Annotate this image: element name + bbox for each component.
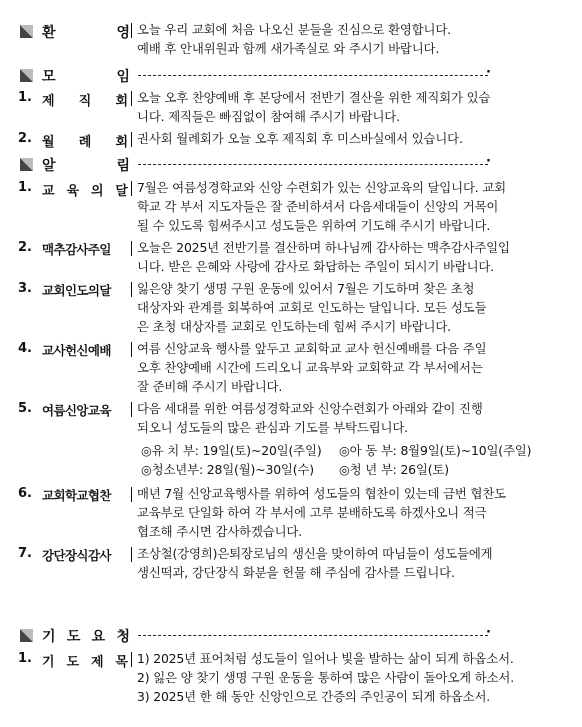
- item-label-char: 회: [115, 94, 128, 109]
- welcome-line: 오늘 우리 교회에 처음 나오신 분들을 진심으로 환영합니다.: [137, 22, 451, 37]
- section-title-char: 기: [42, 629, 56, 645]
- section-divider: [138, 75, 488, 76]
- item-label-char: 목: [115, 655, 128, 670]
- item-separator: [131, 547, 132, 562]
- item-number: 1.: [18, 651, 32, 666]
- item-body-line: 대상자와 관계를 회복하여 교회로 인도하는 달입니다. 모든 성도들: [137, 300, 487, 315]
- item-separator: [131, 132, 132, 147]
- item-label: [42, 651, 128, 670]
- item-body-line: 은 초청 대상자를 교회로 인도하는데 힘써 주시기 바랍니다.: [137, 319, 451, 334]
- item-label-char: 육: [66, 184, 80, 199]
- item-number: 2.: [18, 240, 32, 255]
- item-label-char: 달: [115, 184, 128, 199]
- item-body: [137, 279, 557, 336]
- item-body: [137, 649, 557, 706]
- section-divider: [138, 635, 488, 636]
- section-divider-end: ·: [486, 625, 491, 640]
- item-body-line: 잘 준비해 주시기 바랍니다.: [137, 379, 283, 394]
- item-body-line: 생신떡과, 강단장식 화분을 헌물 해 주심에 감사를 드립니다.: [137, 565, 455, 580]
- item-body: [137, 129, 557, 148]
- schedule-cell: ◎아 동 부: 8월9일(토)~10일(주일): [338, 443, 532, 458]
- item-separator: [131, 487, 132, 502]
- item-separator: [131, 402, 132, 417]
- item-number: 1.: [18, 90, 32, 105]
- section-title-char: 임: [116, 69, 130, 85]
- item-body-line: 오늘 오후 찬양예배 후 본당에서 전반기 결산을 위한 제직회가 있습: [137, 90, 491, 105]
- section-marker-icon: [20, 158, 32, 170]
- section-title-char: 환: [42, 25, 56, 41]
- section-title-char: 모: [42, 69, 56, 85]
- item-separator: [131, 91, 132, 106]
- section-divider-end: ·: [486, 154, 491, 169]
- section-title-char: 영: [116, 25, 130, 41]
- item-body-line: 오후 찬양예배 시간에 드리오니 교육부와 교회학교 각 부서에서는: [137, 360, 483, 375]
- item-body-line: 다음 세대를 위한 여름성경학교와 신앙수련회가 아래와 같이 진행: [137, 401, 483, 416]
- item-number: 1.: [18, 180, 32, 195]
- item-body-line: 7월은 여름성경학교와 신앙 수련회가 있는 신앙교육의 달입니다. 교회: [137, 180, 506, 195]
- item-label-char: 례: [78, 135, 92, 150]
- item-label: 강단장식감사: [42, 548, 111, 563]
- item-label: [42, 90, 128, 109]
- item-label: 맥추감사주일: [42, 242, 111, 257]
- item-body: [137, 484, 557, 541]
- item-separator: [131, 282, 132, 297]
- item-label: 교사헌신예배: [42, 343, 111, 358]
- item-body-line: 협조해 주시면 감사하겠습니다.: [137, 524, 303, 539]
- schedule-row: [141, 460, 561, 479]
- section-title: [42, 22, 130, 42]
- item-number: 6.: [18, 486, 32, 501]
- item-number: 4.: [18, 341, 32, 356]
- item-body: [137, 399, 557, 437]
- item-body: [137, 178, 557, 235]
- item-body: [137, 88, 557, 126]
- section-title-char: 요: [91, 629, 106, 645]
- item-body-line: 학교 각 부서 지도자들은 잘 준비하셔서 다음세대들이 신앙의 거목이: [137, 199, 499, 214]
- item-separator: [131, 241, 132, 256]
- item-number: 5.: [18, 401, 32, 416]
- section-title: [42, 626, 130, 646]
- item-body-line: 교육부로 단일화 하여 각 부서에 고루 분배하도록 하겠사오니 적극: [137, 505, 487, 520]
- item-label: [42, 131, 128, 150]
- item-label-char: 도: [66, 655, 80, 670]
- section-marker-icon: [20, 69, 32, 81]
- item-label: 교회인도의달: [42, 283, 111, 298]
- item-label-char: 직: [78, 94, 92, 109]
- item-body: [137, 339, 557, 396]
- item-body-line: 잃은양 찾기 생명 구원 운동에 있어서 7월은 기도하며 찾은 초청: [137, 281, 475, 296]
- section-marker-icon: [20, 25, 32, 37]
- schedule-table: [141, 441, 561, 479]
- item-separator: [131, 181, 132, 196]
- item-separator: [131, 23, 132, 38]
- item-label-char: 의: [90, 184, 104, 199]
- welcome-body: [137, 20, 557, 58]
- item-separator: [131, 342, 132, 357]
- item-separator: [131, 652, 132, 667]
- item-label-char: 기: [42, 655, 55, 670]
- section-title: [42, 66, 130, 86]
- schedule-row: [141, 441, 561, 460]
- schedule-cell: ◎청소년부: 28일(월)~30일(수): [141, 462, 314, 477]
- schedule-cell: ◎청 년 부: 26일(토): [338, 462, 449, 477]
- item-number: 7.: [18, 546, 32, 561]
- item-label-char: 회: [115, 135, 128, 150]
- item-body-line: 되오니 성도들의 많은 관심과 기도를 부탁드립니다.: [137, 420, 408, 435]
- item-body-line: 오늘은 2025년 전반기를 결산하며 하나님께 감사하는 맥추감사주일입: [137, 240, 510, 255]
- section-divider: [138, 164, 488, 165]
- item-label-char: 월: [42, 135, 55, 150]
- section-title-char: 도: [66, 629, 81, 645]
- item-body-line: 매년 7월 신앙교육행사를 위하여 성도들의 협찬이 있는데 금번 협찬도: [137, 486, 506, 501]
- item-body: [137, 238, 557, 276]
- section-divider-end: ·: [486, 65, 491, 80]
- section-title-char: 알: [42, 158, 56, 174]
- item-body: [137, 544, 557, 582]
- item-body-line: 2) 잃은 양 찾기 생명 구원 운동을 통하여 많은 사람이 돌아오게 하소서.: [137, 670, 515, 685]
- item-body-line: 니다. 받은 은혜와 사랑에 감사로 화답하는 주일이 되시기 바랍니다.: [137, 259, 495, 274]
- item-body-line: 1) 2025년 표어처럼 성도들이 일어나 빛을 발하는 삶이 되게 하옵소서.: [137, 651, 514, 666]
- section-title-char: 림: [116, 158, 130, 174]
- item-label: 여름신앙교육: [42, 403, 111, 418]
- section-title-char: 청: [116, 629, 130, 645]
- schedule-cell: ◎유 치 부: 19일(토)~20일(주일): [141, 443, 322, 458]
- welcome-line: 예배 후 안내위원과 함께 새가족실로 와 주시기 바랍니다.: [137, 41, 440, 56]
- item-label: [42, 180, 128, 199]
- item-label: 교회학교협찬: [42, 488, 111, 503]
- item-label-char: 제: [90, 655, 104, 670]
- item-body-line: 니다. 제직들은 빠짐없이 참여해 주시기 바랍니다.: [137, 109, 400, 124]
- item-body-line: 여름 신앙교육 행사를 앞두고 교회학교 교사 헌신예배를 다음 주일: [137, 341, 487, 356]
- item-label-char: 교: [42, 184, 55, 199]
- item-body-line: 될 수 있도록 힘써주시고 성도들은 위하여 기도해 주시기 바랍니다.: [137, 218, 491, 233]
- item-number: 2.: [18, 131, 32, 146]
- item-label-char: 제: [42, 94, 55, 109]
- section-marker-icon: [20, 629, 32, 641]
- item-number: 3.: [18, 281, 32, 296]
- section-title: [42, 155, 130, 175]
- item-body-line: 조상철(강영희)은퇴장로님의 생신을 맞이하여 따님들이 성도들에게: [137, 546, 493, 561]
- item-body-line: 3) 2025년 한 해 동안 신앙인으로 간증의 주인공이 되게 하옵소서.: [137, 689, 491, 704]
- item-body-line: 권사회 월례회가 오늘 오후 제직회 후 미스바실에서 있습니다.: [137, 131, 463, 146]
